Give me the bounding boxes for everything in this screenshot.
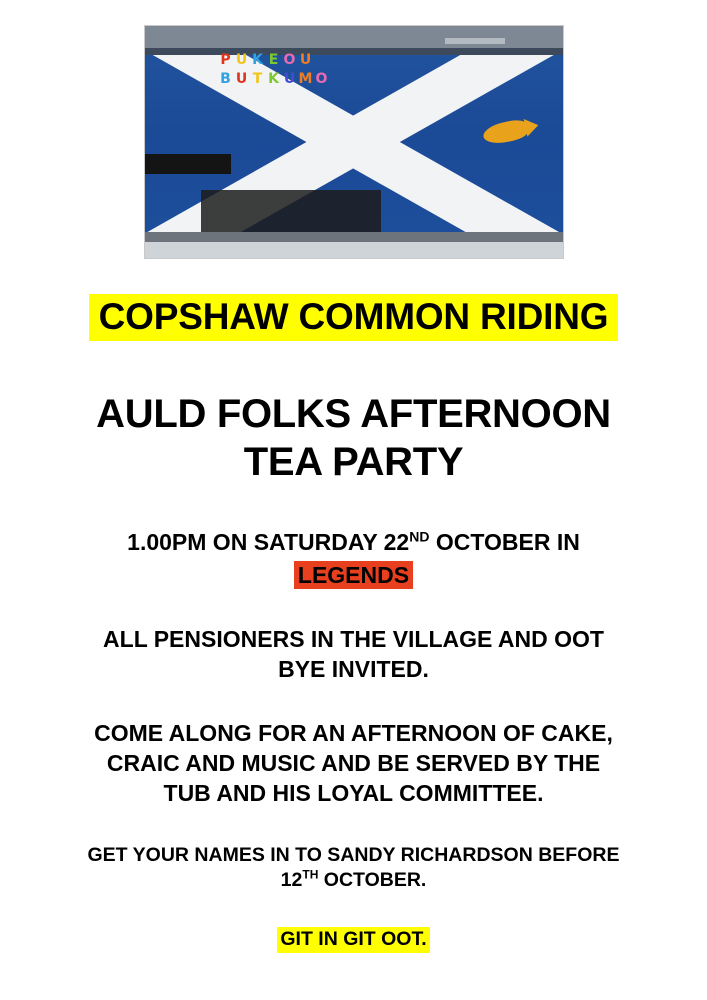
venue-wrapper (24, 557, 684, 590)
poster-title: COPSHAW COMMON RIDING (89, 294, 619, 341)
headline-line-1: AULD FOLKS AFTERNOON (96, 392, 611, 437)
bunting-letter: O (315, 71, 329, 87)
bunting-row-bottom (219, 71, 399, 88)
event-when-line (24, 528, 684, 590)
photo-floor-band (145, 242, 563, 258)
venue-name: LEGENDS (294, 561, 413, 590)
bunting-letter: B (220, 71, 232, 87)
invite-paragraph (44, 625, 664, 685)
date-ordinal-suffix: ND (409, 528, 430, 545)
photo-dark-block-left (145, 154, 231, 174)
footer-slogan: GIT IN GIT OOT. (277, 927, 429, 953)
rsvp-date-ordinal: TH (302, 867, 319, 882)
rsvp-date-suffix: OCTOBER. (318, 869, 427, 892)
bunting-letter: T (252, 71, 264, 87)
bunting-letter: O (283, 52, 297, 68)
bunting-letter: U (235, 71, 249, 87)
bunting-letters (219, 52, 399, 114)
photo-ceiling-band (145, 26, 563, 48)
invite-line-2: BYE INVITED. (278, 656, 429, 683)
bunting-letter: K (268, 71, 280, 87)
body-line-1: COME ALONG FOR AN AFTERNOON OF CAKE, (94, 720, 613, 747)
rsvp-line-1: GET YOUR NAMES IN TO SANDY RICHARDSON BEFORE (87, 843, 620, 866)
event-time-date: 1.00PM ON SATURDAY 22 (127, 528, 410, 555)
poster-headline (24, 391, 684, 485)
rsvp-date-number: 12 (280, 869, 303, 892)
saltire-flag-photo (145, 26, 563, 258)
bunting-letter: U (299, 52, 313, 68)
bunting-letter: M (298, 71, 314, 87)
event-month-line: OCTOBER IN (429, 528, 580, 555)
rsvp-line-2 (34, 868, 674, 893)
bunting-row-top (219, 52, 399, 69)
body-line-2: CRAIC AND MUSIC AND BE SERVED BY THE (106, 749, 601, 776)
body-line-3: TUB AND HIS LOYAL COMMITTEE. (163, 779, 544, 806)
bunting-letter: K (252, 52, 264, 68)
bunting-letter: P (220, 52, 232, 68)
photo-floor-band-dark (145, 232, 563, 242)
bunting-letter: E (268, 52, 280, 68)
photo-dark-block-bottom (201, 190, 381, 232)
photo-highlight-speck (445, 38, 505, 44)
rsvp-paragraph (34, 843, 674, 894)
bunting-letter: U (283, 71, 297, 87)
headline-line-2: TEA PARTY (243, 439, 464, 484)
invite-line-1: ALL PENSIONERS IN THE VILLAGE AND OOT (103, 626, 604, 653)
bunting-letter: U (235, 52, 249, 68)
body-paragraph (34, 719, 674, 809)
